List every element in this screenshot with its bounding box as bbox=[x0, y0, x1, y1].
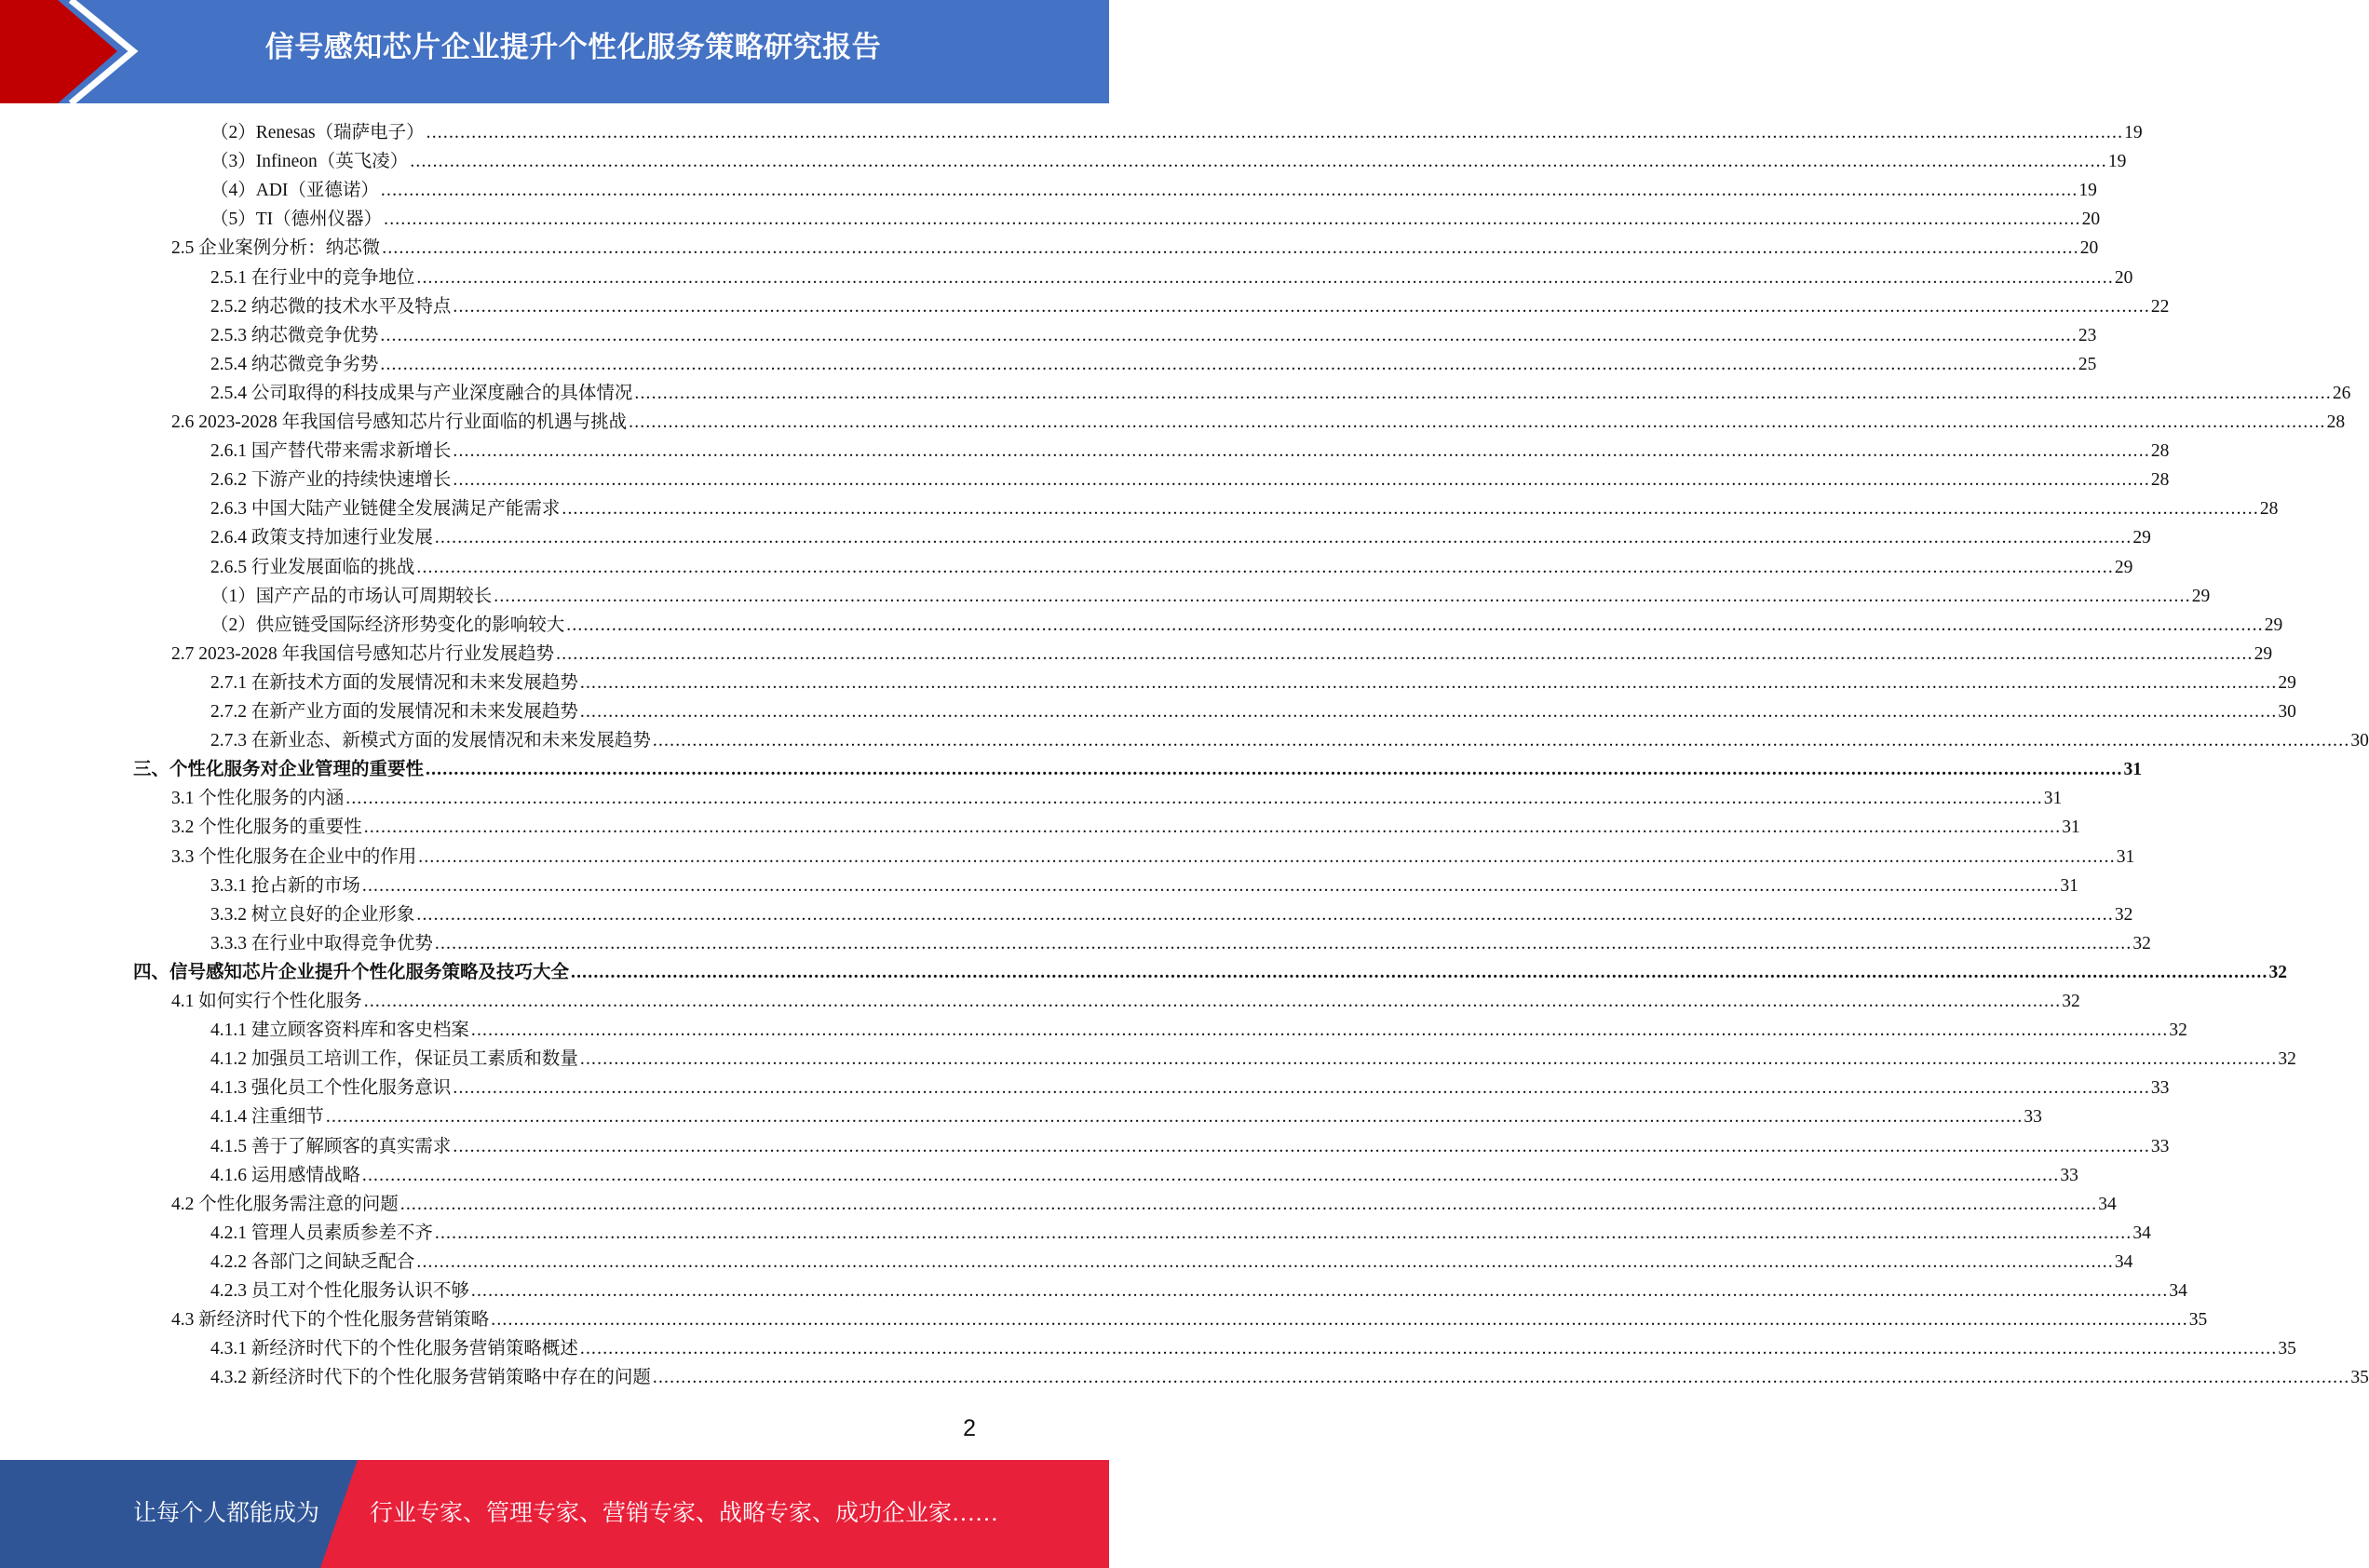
toc-entry[interactable] bbox=[171, 987, 2080, 1016]
toc-entry-label: 3.3.2 树立良好的企业形象 bbox=[210, 905, 415, 925]
toc-dot-leader: ............................................................................................................................................................................................................................................................................................................ bbox=[434, 1223, 2132, 1243]
toc-entry-page: 23 bbox=[2078, 326, 2097, 345]
toc-entry[interactable] bbox=[210, 1016, 2187, 1045]
toc-entry-page: 19 bbox=[2078, 181, 2097, 200]
toc-entry-label: 2.5.2 纳芯微的技术水平及特点 bbox=[210, 297, 452, 317]
toc-entry[interactable] bbox=[210, 205, 2101, 234]
toc-dot-leader: ............................................................................................................................................................................................................................................................................................................ bbox=[453, 1137, 2150, 1156]
toc-dot-leader: ............................................................................................................................................................................................................................................................................................................ bbox=[453, 297, 2150, 317]
toc-entry[interactable] bbox=[171, 640, 2273, 669]
toc-entry-label: 3.2 个性化服务的重要性 bbox=[171, 818, 362, 837]
toc-entry-page: 31 bbox=[2062, 818, 2080, 837]
toc-entry-label: 4.2 个性化服务需注意的问题 bbox=[171, 1195, 399, 1214]
toc-entry[interactable] bbox=[210, 872, 2078, 900]
toc-entry[interactable] bbox=[210, 669, 2296, 697]
toc-entry-label: 4.1.2 加强员工培训工作，保证员工素质和数量 bbox=[210, 1049, 578, 1069]
toc-entry-page: 29 bbox=[2114, 558, 2133, 577]
toc-entry[interactable] bbox=[171, 843, 2135, 872]
toc-entry-label: （1）国产产品的市场认可周期较长 bbox=[210, 587, 493, 606]
toc-dot-leader: ............................................................................................................................................................................................................................................................................................................ bbox=[629, 412, 2326, 432]
toc-entry-label: 4.1.3 强化员工个性化服务意识 bbox=[210, 1078, 452, 1098]
toc-dot-leader: ............................................................................................................................................................................................................................................................................................................ bbox=[426, 123, 2124, 142]
toc-entry[interactable] bbox=[210, 1363, 2369, 1392]
toc-entry[interactable] bbox=[210, 494, 2279, 523]
toc-entry-page: 32 bbox=[2169, 1021, 2187, 1040]
toc-entry-label: 2.5.3 纳芯微竞争优势 bbox=[210, 326, 379, 345]
toc-entry[interactable] bbox=[210, 264, 2133, 292]
toc-entry-label: 2.7.3 在新业态、新模式方面的发展情况和未来发展趋势 bbox=[210, 731, 651, 750]
toc-entry-page: 20 bbox=[2114, 268, 2133, 288]
toc-entry-label: 4.1.6 运用感情战略 bbox=[210, 1166, 360, 1185]
toc-entry-label: 3.3.1 抢占新的市场 bbox=[210, 876, 360, 896]
toc-dot-leader: ............................................................................................................................................................................................................................................................................................................ bbox=[380, 181, 2078, 200]
toc-dot-leader: ............................................................................................................................................................................................................................................................................................................ bbox=[325, 1107, 2024, 1127]
toc-entry-label: 2.7 2023-2028 年我国信号感知芯片行业发展趋势 bbox=[171, 644, 555, 664]
toc-entry-page: 35 bbox=[2350, 1368, 2369, 1387]
toc-entry[interactable] bbox=[171, 813, 2080, 842]
toc-entry[interactable] bbox=[210, 523, 2151, 552]
toc-entry-page: 29 bbox=[2254, 644, 2273, 664]
document-title: 信号感知芯片企业提升个性化服务策略研究报告 bbox=[264, 31, 882, 63]
toc-entry[interactable] bbox=[171, 1190, 2117, 1219]
toc-dot-leader: ............................................................................................................................................................................................................................................................................................................ bbox=[571, 963, 2268, 982]
toc-entry[interactable] bbox=[210, 466, 2170, 494]
toc-entry-label: （3）Infineon（英飞凌） bbox=[210, 152, 409, 171]
toc-entry-page: 28 bbox=[2150, 470, 2170, 490]
toc-dot-leader: ............................................................................................................................................................................................................................................................................................................ bbox=[566, 615, 2264, 635]
toc-entry-label: 2.7.1 在新技术方面的发展情况和未来发展趋势 bbox=[210, 673, 578, 693]
toc-dot-leader: ............................................................................................................................................................................................................................................................................................................ bbox=[380, 355, 2078, 374]
toc-dot-leader: ............................................................................................................................................................................................................................................................................................................ bbox=[399, 1195, 2098, 1214]
footer-slogan-right: 行业专家、管理专家、营销专家、战略专家、成功企业家…… bbox=[370, 1501, 999, 1526]
toc-dot-leader: ............................................................................................................................................................................................................................................................................................................ bbox=[470, 1281, 2169, 1301]
toc-dot-leader: ............................................................................................................................................................................................................................................................................................................ bbox=[418, 847, 2116, 867]
toc-entry-page: 29 bbox=[2132, 528, 2151, 547]
toc-dot-leader: ............................................................................................................................................................................................................................................................................................................ bbox=[345, 789, 2043, 808]
toc-entry-page: 33 bbox=[2150, 1078, 2170, 1098]
toc-dot-leader: ............................................................................................................................................................................................................................................................................................................ bbox=[453, 441, 2150, 461]
toc-entry[interactable] bbox=[210, 292, 2170, 321]
footer-slogan-left: 让每个人都能成为 bbox=[133, 1501, 320, 1526]
toc-dot-leader: ............................................................................................................................................................................................................................................................................................................ bbox=[361, 876, 2060, 896]
toc-entry-label: 4.2.2 各部门之间缺乏配合 bbox=[210, 1252, 415, 1272]
toc-entry-label: 2.5.1 在行业中的竞争地位 bbox=[210, 268, 415, 288]
toc-entry[interactable] bbox=[210, 611, 2283, 640]
page-footer bbox=[0, 1460, 1109, 1568]
toc-dot-leader: ............................................................................................................................................................................................................................................................................................................ bbox=[382, 238, 2079, 258]
toc-entry-page: 22 bbox=[2150, 297, 2170, 317]
toc-dot-leader: ............................................................................................................................................................................................................................................................................................................ bbox=[361, 1166, 2060, 1185]
toc-dot-leader: ............................................................................................................................................................................................................................................................................................................ bbox=[380, 326, 2078, 345]
toc-entry-label: 2.5 企业案例分析：纳芯微 bbox=[171, 238, 381, 258]
toc-entry-page: 32 bbox=[2062, 992, 2080, 1011]
toc-entry[interactable] bbox=[210, 1132, 2170, 1161]
toc-entry-label: 2.6.2 下游产业的持续快速增长 bbox=[210, 470, 452, 490]
toc-entry[interactable] bbox=[210, 1334, 2296, 1363]
toc-entry-page: 28 bbox=[2326, 412, 2346, 432]
toc-dot-leader: ............................................................................................................................................................................................................................................................................................................ bbox=[363, 992, 2062, 1011]
toc-entry-label: 2.6 2023-2028 年我国信号感知芯片行业面临的机遇与挑战 bbox=[171, 412, 628, 432]
toc-entry-label: 4.1.5 善于了解顾客的真实需求 bbox=[210, 1137, 452, 1156]
toc-entry-page: 19 bbox=[2107, 152, 2127, 171]
toc-dot-leader: ............................................................................................................................................................................................................................................................................................................ bbox=[491, 1310, 2188, 1330]
toc-dot-leader: ............................................................................................................................................................................................................................................................................................................ bbox=[494, 587, 2191, 606]
toc-entry-page: 29 bbox=[2264, 615, 2283, 635]
toc-entry-page: 32 bbox=[2268, 963, 2288, 982]
toc-dot-leader: ............................................................................................................................................................................................................................................................................................................ bbox=[652, 1368, 2350, 1387]
toc-entry-page: 20 bbox=[2081, 210, 2101, 229]
toc-entry-page: 35 bbox=[2278, 1339, 2296, 1358]
toc-entry-label: （2）Renesas（瑞萨电子） bbox=[210, 123, 425, 142]
toc-dot-leader: ............................................................................................................................................................................................................................................................................................................ bbox=[453, 470, 2150, 490]
toc-entry[interactable] bbox=[210, 1074, 2170, 1102]
toc-entry[interactable] bbox=[210, 379, 2351, 408]
toc-entry-label: 3.3.3 在行业中取得竞争优势 bbox=[210, 934, 433, 953]
toc-entry-page: 19 bbox=[2124, 123, 2143, 142]
toc-entry[interactable] bbox=[210, 1277, 2187, 1305]
page-number: 2 bbox=[963, 1415, 976, 1441]
toc-entry[interactable] bbox=[210, 1248, 2133, 1277]
toc-dot-leader: ............................................................................................................................................................................................................................................................................................................ bbox=[434, 934, 2132, 953]
toc-entry-label: （4）ADI（亚德诺） bbox=[210, 181, 379, 200]
toc-entry-page: 30 bbox=[2278, 702, 2296, 722]
toc-entry-page: 25 bbox=[2078, 355, 2097, 374]
toc-entry[interactable] bbox=[171, 784, 2063, 813]
toc-entry-page: 33 bbox=[2024, 1107, 2042, 1127]
toc-entry-page: 34 bbox=[2132, 1223, 2151, 1243]
toc-entry[interactable] bbox=[210, 726, 2369, 755]
toc-entry-label: 4.2.3 员工对个性化服务认识不够 bbox=[210, 1281, 469, 1301]
toc-entry-page: 28 bbox=[2150, 441, 2170, 461]
toc-dot-leader: ............................................................................................................................................................................................................................................................................................................ bbox=[416, 268, 2114, 288]
page-header bbox=[0, 0, 1109, 103]
toc-entry-page: 34 bbox=[2169, 1281, 2187, 1301]
toc-entry-label: 3.1 个性化服务的内涵 bbox=[171, 789, 345, 808]
toc-entry-page: 34 bbox=[2098, 1195, 2117, 1214]
toc-entry-label: 4.1 如何实行个性化服务 bbox=[171, 992, 362, 1011]
toc-entry-page: 29 bbox=[2191, 587, 2211, 606]
toc-entry[interactable] bbox=[210, 118, 2143, 147]
toc-dot-leader: ............................................................................................................................................................................................................................................................................................................ bbox=[426, 760, 2123, 779]
toc-entry[interactable] bbox=[210, 321, 2097, 350]
toc-entry-label: 4.2.1 管理人员素质参差不齐 bbox=[210, 1223, 433, 1243]
toc-entry-page: 31 bbox=[2123, 760, 2143, 779]
toc-entry[interactable] bbox=[210, 1219, 2151, 1248]
toc-entry-label: 2.6.5 行业发展面临的挑战 bbox=[210, 558, 415, 577]
toc-entry-label: 三、个性化服务对企业管理的重要性 bbox=[133, 760, 425, 779]
toc-entry-page: 31 bbox=[2060, 876, 2078, 896]
toc-entry-label: 4.3 新经济时代下的个性化服务营销策略 bbox=[171, 1310, 490, 1330]
toc-entry-label: 4.3.2 新经济时代下的个性化服务营销策略中存在的问题 bbox=[210, 1368, 651, 1387]
toc-dot-leader: ............................................................................................................................................................................................................................................................................................................ bbox=[453, 1078, 2150, 1098]
toc-entry-page: 28 bbox=[2259, 499, 2279, 519]
toc-dot-leader: ............................................................................................................................................................................................................................................................................................................ bbox=[416, 558, 2114, 577]
toc-entry[interactable] bbox=[210, 176, 2097, 205]
toc-entry-page: 34 bbox=[2114, 1252, 2133, 1272]
toc-entry-page: 33 bbox=[2150, 1137, 2170, 1156]
toc-dot-leader: ............................................................................................................................................................................................................................................................................................................ bbox=[579, 673, 2278, 693]
toc-dot-leader: ............................................................................................................................................................................................................................................................................................................ bbox=[579, 1049, 2278, 1069]
toc-entry[interactable] bbox=[210, 929, 2151, 958]
toc-entry[interactable] bbox=[210, 147, 2127, 176]
toc-entry-label: （2）供应链受国际经济形势变化的影响较大 bbox=[210, 615, 565, 635]
toc-entry-label: 2.6.4 政策支持加速行业发展 bbox=[210, 528, 433, 547]
toc-entry[interactable] bbox=[210, 553, 2133, 582]
toc-entry-page: 32 bbox=[2132, 934, 2151, 953]
toc-chapter-entry[interactable] bbox=[133, 755, 2143, 784]
toc-entry-label: 四、信号感知芯片企业提升个性化服务策略及技巧大全 bbox=[133, 963, 570, 982]
toc-entry[interactable] bbox=[210, 1045, 2296, 1074]
toc-entry-label: 3.3 个性化服务在企业中的作用 bbox=[171, 847, 417, 867]
toc-entry-page: 29 bbox=[2278, 673, 2296, 693]
toc-dot-leader: ............................................................................................................................................................................................................................................................................................................ bbox=[470, 1021, 2169, 1040]
toc-entry-label: 4.3.1 新经济时代下的个性化服务营销策略概述 bbox=[210, 1339, 578, 1358]
toc-entry-label: 4.1.1 建立顾客资料库和客史档案 bbox=[210, 1021, 469, 1040]
toc-entry-page: 33 bbox=[2060, 1166, 2078, 1185]
toc-entry[interactable] bbox=[171, 234, 2099, 263]
toc-entry-label: （5）TI（德州仪器） bbox=[210, 210, 383, 229]
toc-entry-page: 35 bbox=[2188, 1310, 2208, 1330]
toc-dot-leader: ............................................................................................................................................................................................................................................................................................................ bbox=[416, 905, 2114, 925]
toc-entry[interactable] bbox=[210, 1102, 2042, 1131]
toc-dot-leader: ............................................................................................................................................................................................................................................................................................................ bbox=[579, 702, 2278, 722]
toc-entry-page: 31 bbox=[2043, 789, 2063, 808]
toc-entry-label: 2.5.4 公司取得的科技成果与产业深度融合的具体情况 bbox=[210, 384, 633, 403]
toc-dot-leader: ............................................................................................................................................................................................................................................................................................................ bbox=[416, 1252, 2114, 1272]
toc-entry-page: 32 bbox=[2278, 1049, 2296, 1069]
toc-entry-label: 4.1.4 注重细节 bbox=[210, 1107, 324, 1127]
toc-entry[interactable] bbox=[171, 1305, 2208, 1334]
toc-dot-leader: ............................................................................................................................................................................................................................................................................................................ bbox=[562, 499, 2259, 519]
toc-entry[interactable] bbox=[171, 408, 2346, 437]
toc-chapter-entry[interactable] bbox=[133, 958, 2288, 987]
toc-entry[interactable] bbox=[210, 1161, 2078, 1190]
toc-entry[interactable] bbox=[210, 582, 2211, 611]
toc-dot-leader: ............................................................................................................................................................................................................................................................................................................ bbox=[410, 152, 2107, 171]
toc-dot-leader: ............................................................................................................................................................................................................................................................................................................ bbox=[556, 644, 2254, 664]
toc-entry[interactable] bbox=[210, 900, 2133, 929]
toc-entry-label: 2.5.4 纳芯微竞争劣势 bbox=[210, 355, 379, 374]
toc-entry[interactable] bbox=[210, 350, 2097, 379]
toc-entry-label: 2.6.3 中国大陆产业链健全发展满足产能需求 bbox=[210, 499, 561, 519]
toc-entry-page: 30 bbox=[2350, 731, 2369, 750]
toc-entry-page: 31 bbox=[2116, 847, 2135, 867]
toc-entry-page: 32 bbox=[2114, 905, 2133, 925]
toc-entry-page: 26 bbox=[2332, 384, 2351, 403]
toc-dot-leader: ............................................................................................................................................................................................................................................................................................................ bbox=[579, 1339, 2278, 1358]
toc-dot-leader: ............................................................................................................................................................................................................................................................................................................ bbox=[634, 384, 2332, 403]
toc-entry-page: 20 bbox=[2079, 238, 2099, 258]
toc-dot-leader: ............................................................................................................................................................................................................................................................................................................ bbox=[652, 731, 2350, 750]
toc-entry-label: 2.7.2 在新产业方面的发展情况和未来发展趋势 bbox=[210, 702, 578, 722]
toc-dot-leader: ............................................................................................................................................................................................................................................................................................................ bbox=[363, 818, 2062, 837]
toc-dot-leader: ............................................................................................................................................................................................................................................................................................................ bbox=[384, 210, 2081, 229]
toc-entry[interactable] bbox=[210, 697, 2296, 726]
toc-dot-leader: ............................................................................................................................................................................................................................................................................................................ bbox=[434, 528, 2132, 547]
toc-entry-label: 2.6.1 国产替代带来需求新增长 bbox=[210, 441, 452, 461]
toc-entry[interactable] bbox=[210, 437, 2170, 466]
